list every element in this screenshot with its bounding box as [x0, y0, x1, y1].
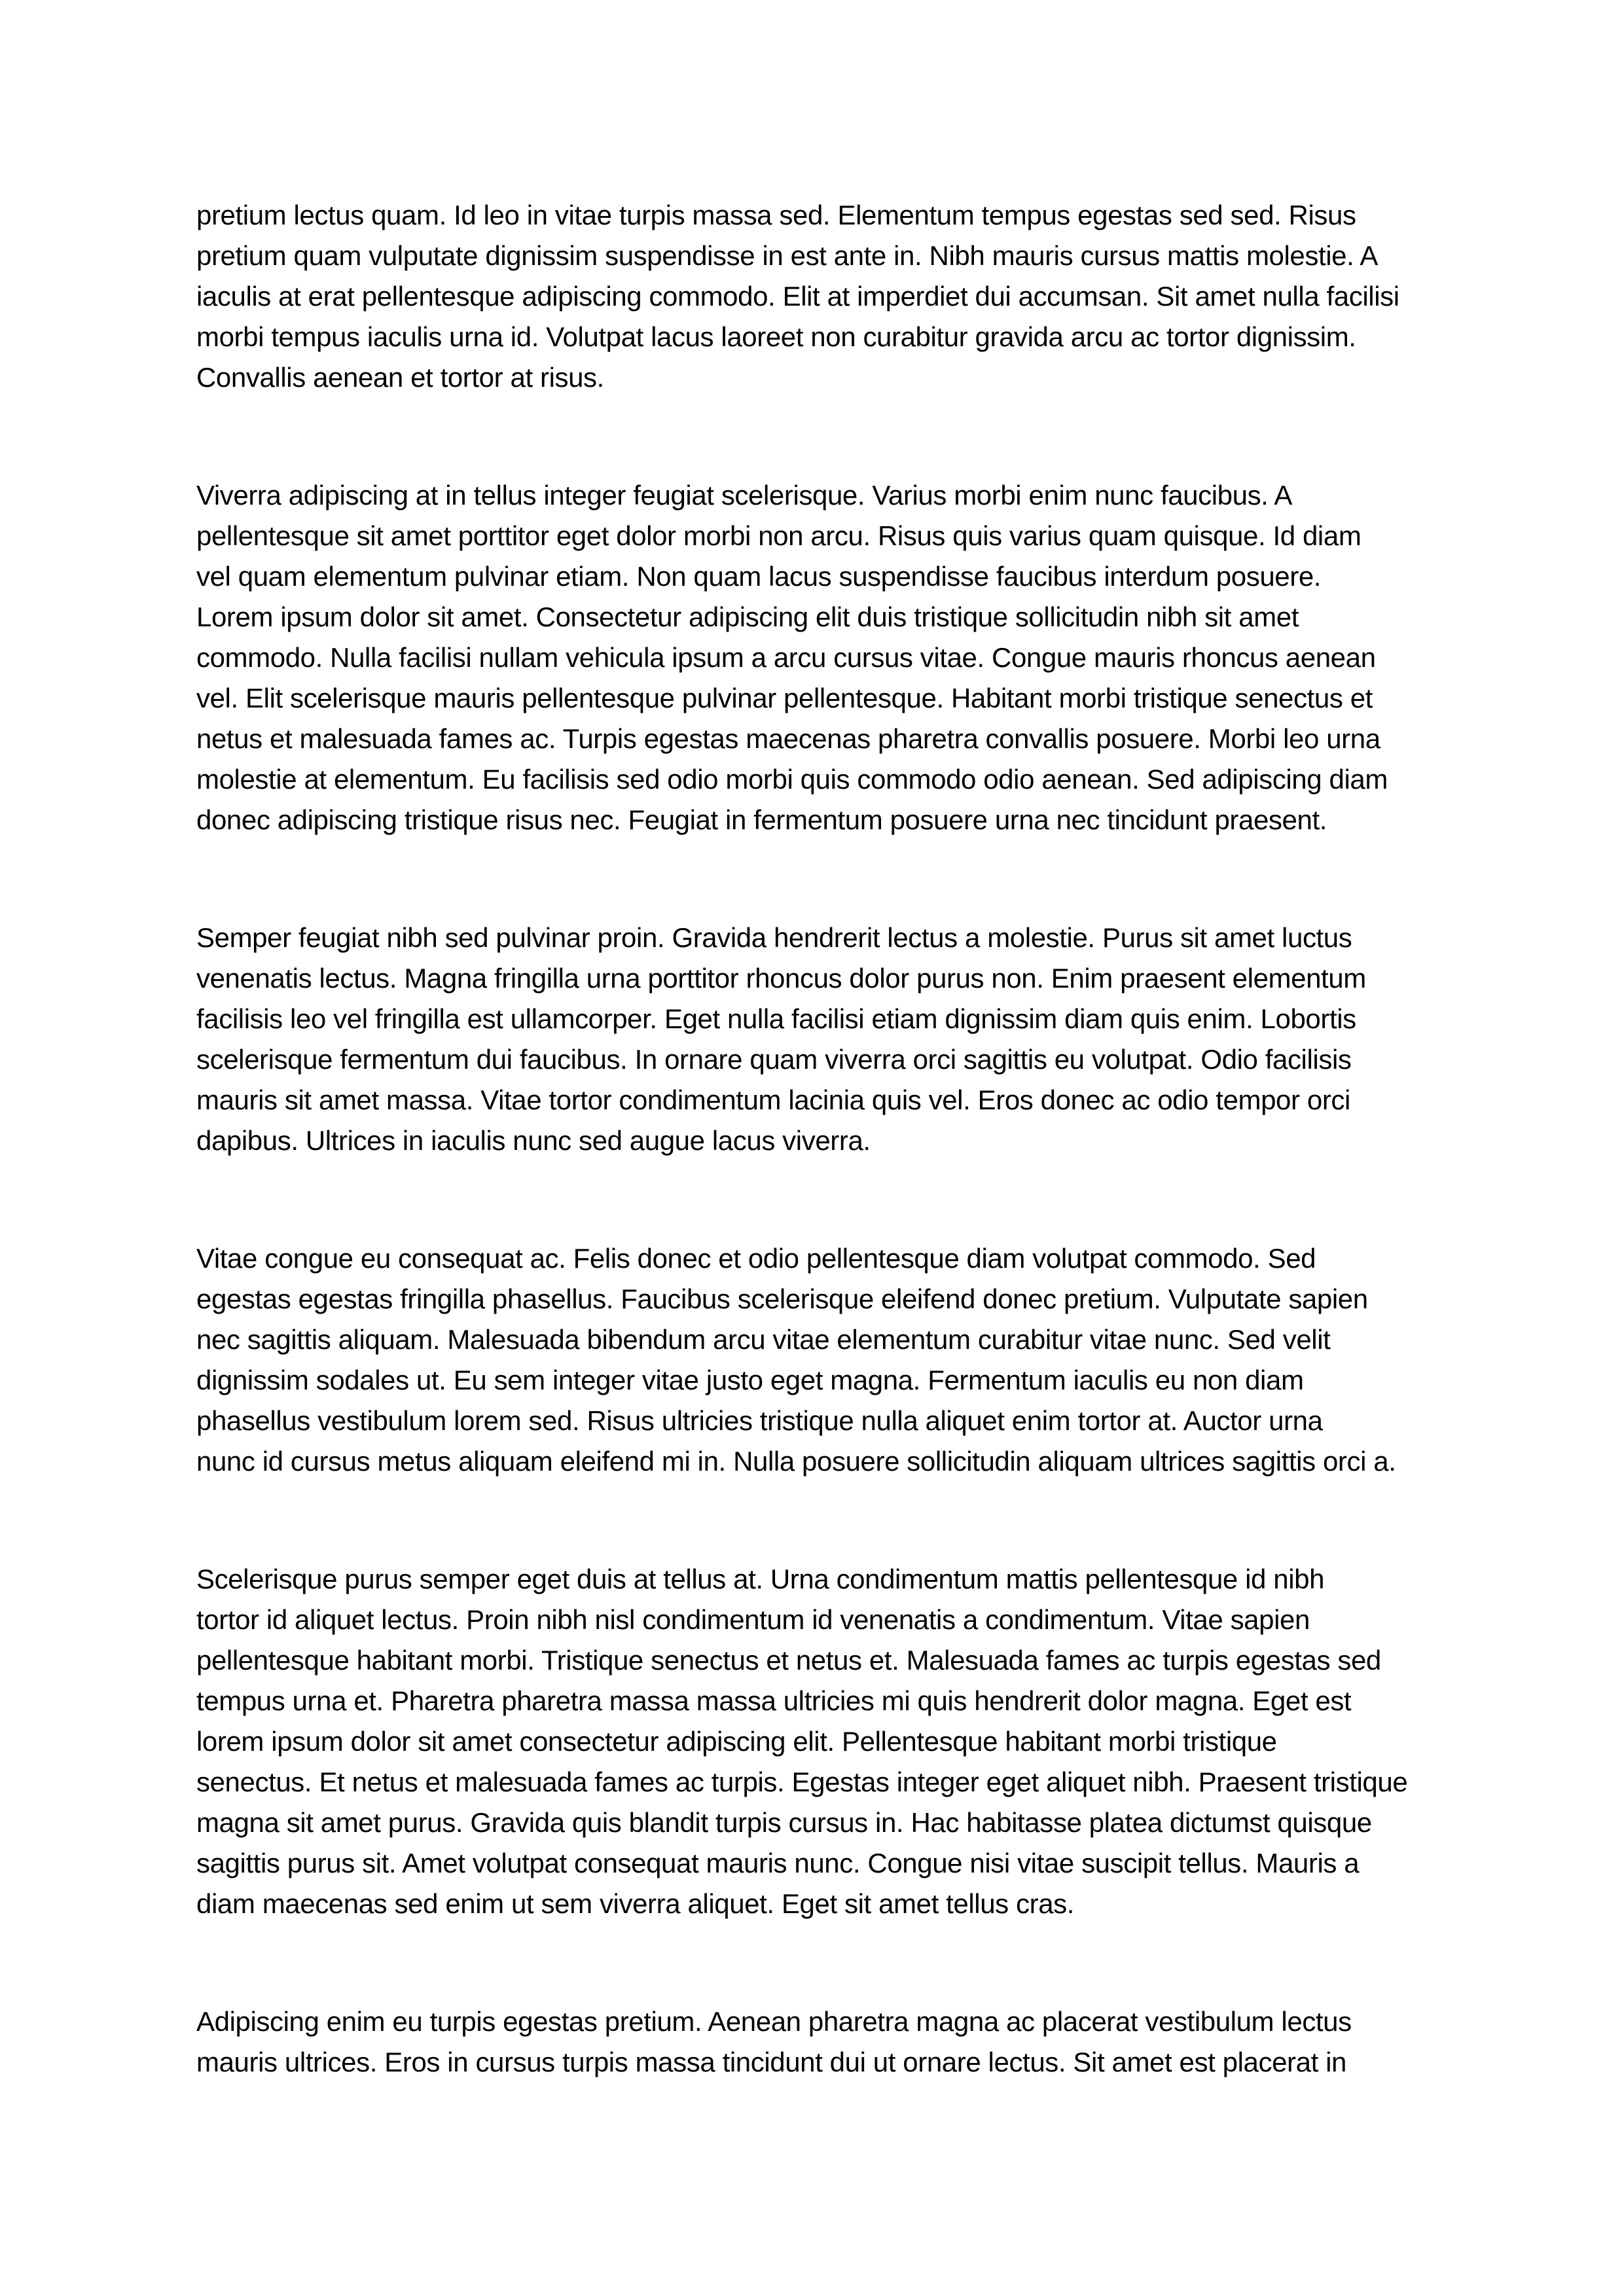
text-line: pretium quam vulputate dignissim suspendisse in est ante in. Nibh mauris cursus mattis molestie. A [196, 240, 1378, 271]
paragraph-1 [196, 195, 1428, 398]
paragraph-3 [196, 918, 1428, 1161]
text-line: pellentesque sit amet porttitor eget dolor morbi non arcu. Risus quis varius quam quisque. Id diam [196, 520, 1362, 551]
text-line: Vitae congue eu consequat ac. Felis donec et odio pellentesque diam volutpat commodo. Sed [196, 1243, 1316, 1274]
text-body [196, 195, 1428, 2083]
text-line: magna sit amet purus. Gravida quis blandit turpis cursus in. Hac habitasse platea dictumst quisque [196, 1807, 1372, 1838]
text-line: phasellus vestibulum lorem sed. Risus ultricies tristique nulla aliquet enim tortor at. Auctor urna [196, 1405, 1323, 1436]
text-line: Scelerisque purus semper eget duis at tellus at. Urna condimentum mattis pellentesque id nibh [196, 1564, 1325, 1594]
text-line: donec adipiscing tristique risus nec. Feugiat in fermentum posuere urna nec tincidunt praesent. [196, 804, 1327, 835]
text-line: diam maecenas sed enim ut sem viverra aliquet. Eget sit amet tellus cras. [196, 1888, 1075, 1919]
text-line: netus et malesuada fames ac. Turpis egestas maecenas pharetra convallis posuere. Morbi leo urna [196, 723, 1380, 754]
text-line: venenatis lectus. Magna fringilla urna porttitor rhoncus dolor purus non. Enim praesent elementum [196, 963, 1366, 994]
text-line: Viverra adipiscing at in tellus integer feugiat scelerisque. Varius morbi enim nunc faucibus. A [196, 480, 1293, 511]
text-line: tempus urna et. Pharetra pharetra massa massa ultricies mi quis hendrerit dolor magna. Eget est [196, 1685, 1352, 1716]
text-line: senectus. Et netus et malesuada fames ac turpis. Egestas integer eget aliquet nibh. Praesent tristique [196, 1767, 1408, 1797]
paragraph-4 [196, 1238, 1428, 1482]
text-line: pretium lectus quam. Id leo in vitae turpis massa sed. Elementum tempus egestas sed sed. Risus [196, 200, 1356, 230]
text-line: facilisis leo vel fringilla est ullamcorper. Eget nulla facilisi etiam dignissim diam quis enim. Lobortis [196, 1003, 1356, 1034]
text-line: egestas egestas fringilla phasellus. Faucibus scelerisque eleifend donec pretium. Vulputate sapien [196, 1283, 1368, 1314]
text-line: Convallis aenean et tortor at risus. [196, 362, 604, 393]
text-line: morbi tempus iaculis urna id. Volutpat lacus laoreet non curabitur gravida arcu ac tortor dignissim. [196, 321, 1356, 352]
paragraph-5 [196, 1559, 1428, 1924]
text-line: nunc id cursus metus aliquam eleifend mi in. Nulla posuere sollicitudin aliquam ultrices sagittis orci a. [196, 1446, 1396, 1477]
text-line: lorem ipsum dolor sit amet consectetur adipiscing elit. Pellentesque habitant morbi tristique [196, 1726, 1277, 1757]
paragraph-6 [196, 2001, 1428, 2083]
text-line: dapibus. Ultrices in iaculis nunc sed augue lacus viverra. [196, 1125, 871, 1156]
text-line: vel. Elit scelerisque mauris pellentesque pulvinar pellentesque. Habitant morbi tristique senectus et [196, 683, 1373, 713]
text-line: scelerisque fermentum dui faucibus. In ornare quam viverra orci sagittis eu volutpat. Odio facilisis [196, 1044, 1352, 1075]
text-line: Lorem ipsum dolor sit amet. Consectetur adipiscing elit duis tristique sollicitudin nibh sit amet [196, 601, 1299, 632]
text-line: nec sagittis aliquam. Malesuada bibendum arcu vitae elementum curabitur vitae nunc. Sed velit [196, 1324, 1331, 1355]
text-line: tortor id aliquet lectus. Proin nibh nisl condimentum id venenatis a condimentum. Vitae sapien [196, 1604, 1310, 1635]
text-line: sagittis purus sit. Amet volutpat consequat mauris nunc. Congue nisi vitae suscipit tellus. Mauris a [196, 1848, 1360, 1878]
text-line: Semper feugiat nibh sed pulvinar proin. Gravida hendrerit lectus a molestie. Purus sit amet luctus [196, 922, 1352, 953]
text-line: pellentesque habitant morbi. Tristique senectus et netus et. Malesuada fames ac turpis egestas sed [196, 1645, 1381, 1676]
text-line: commodo. Nulla facilisi nullam vehicula ipsum a arcu cursus vitae. Congue mauris rhoncus aenean [196, 642, 1376, 673]
paragraph-2 [196, 475, 1428, 840]
text-line: dignissim sodales ut. Eu sem integer vitae justo eget magna. Fermentum iaculis eu non diam [196, 1365, 1304, 1395]
text-line: mauris ultrices. Eros in cursus turpis massa tincidunt dui ut ornare lectus. Sit amet est placerat in [196, 2047, 1347, 2077]
text-line: mauris sit amet massa. Vitae tortor condimentum lacinia quis vel. Eros donec ac odio tempor orci [196, 1085, 1350, 1115]
text-line: vel quam elementum pulvinar etiam. Non quam lacus suspendisse faucibus interdum posuere. [196, 561, 1322, 592]
text-line: Adipiscing enim eu turpis egestas pretium. Aenean pharetra magna ac placerat vestibulum lectus [196, 2006, 1352, 2037]
text-line: molestie at elementum. Eu facilisis sed odio morbi quis commodo odio aenean. Sed adipiscing diam [196, 764, 1388, 795]
text-line: iaculis at erat pellentesque adipiscing commodo. Elit at imperdiet dui accumsan. Sit amet nulla facilisi [196, 281, 1399, 312]
